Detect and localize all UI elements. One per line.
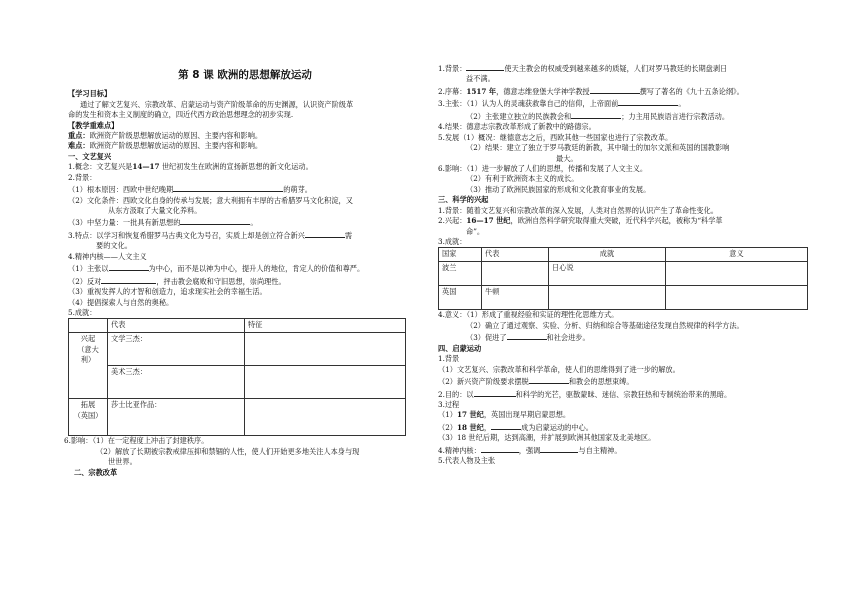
- s1-core-2: （2）反对 ，抨击教会腐败和守旧思想，崇尚理性。: [68, 276, 286, 286]
- blank-6[interactable]: [466, 62, 504, 71]
- table1-header-rep: 代表: [108, 319, 245, 333]
- r-sig-3: （3）促进了 和社会进步。: [466, 333, 590, 343]
- renaissance-table: [68, 318, 406, 436]
- r-claim-1: 3.主张：（1）认为人的灵魂获救靠自己的信仰，上帝面前 。: [438, 99, 686, 109]
- r-enl-bg-2: （2）新兴资产阶级要求摆脱 和教会的思想束缚。: [438, 377, 634, 387]
- s1-background: 2.背景：: [68, 172, 97, 182]
- r-sci-rise: 2.兴起：16—17 世纪，欧洲自然科学研究取得重大突破，近代科学兴起，被称为“科学革: [438, 216, 723, 226]
- table2-h-sig: 意义: [666, 248, 808, 262]
- table1-row-expand: 拓展 （英国）: [69, 399, 108, 436]
- goal-text: 通过了解文艺复兴、宗教改革、启蒙运动与资产阶级革命的历史渊源，认识资产阶级革: [80, 99, 354, 109]
- r-enl-proc-3: （3）18 世纪后期，达到高潮，并扩展到欧洲其他国家及北美地区。: [438, 433, 656, 443]
- r-background-b: 益不满。: [466, 74, 495, 84]
- s1-feature: 3.特点：以学习和恢复希腊罗马古典文化为号召，实质上却是创立符合新兴 需: [68, 230, 353, 240]
- section-1-heading: 一、文艺复兴: [68, 151, 112, 161]
- table2-cell-empty-3[interactable]: [549, 286, 666, 310]
- blank-12[interactable]: [474, 388, 516, 397]
- table2-cell-empty-4[interactable]: [666, 286, 808, 310]
- blank-15[interactable]: [540, 444, 578, 453]
- s1-achievement: 5.成就：: [68, 307, 97, 317]
- r-enl-bg-1: （1）文艺复兴、宗教改革和科学革命，使人们的思维得到了进一步的解放。: [438, 364, 680, 374]
- blank-8[interactable]: [618, 97, 678, 106]
- table1-cell-literature: 文学三杰：: [108, 333, 245, 366]
- section-3-heading: 三、科学的兴起: [438, 195, 489, 205]
- goal-heading: 【学习目标】: [68, 89, 112, 99]
- right-column: [438, 62, 808, 467]
- s1-concept: 1.概念：文艺复兴是14—17 世纪初发生在欧洲的宣扬新思想的新文化运动。: [68, 162, 313, 172]
- table2-cell-empty-2[interactable]: [666, 262, 808, 286]
- r-claim-2: （2）主张建立独立的民族教会和 ；力主用民族语言进行宗教活动。: [466, 111, 730, 121]
- section-4-heading: 四、启蒙运动: [438, 343, 482, 353]
- r-impact-3: （3）推动了欧洲民族国家的形成和文化教育事业的发展。: [466, 184, 651, 194]
- table1-cell-art: 美术三杰：: [108, 366, 245, 399]
- r-sig-2: （2）确立了通过观察、实验、分析、归纳和综合等基础途径发现自然规律的科学方法。: [466, 320, 744, 330]
- blank-4[interactable]: [109, 262, 149, 271]
- blank-5[interactable]: [101, 275, 156, 284]
- table1-header-feat: 特征: [245, 319, 406, 333]
- science-table: [438, 247, 808, 310]
- blank-7[interactable]: [590, 85, 640, 94]
- key-point: 重点：欧洲资产阶级思想解放运动的原因、主要内容和影响。: [68, 130, 263, 140]
- r-enl-bg: 1.背景: [438, 354, 460, 364]
- table1-cell-empty-1[interactable]: [245, 333, 406, 366]
- table2-poland: 波兰: [439, 262, 482, 286]
- key-heading: 【教学重难点】: [68, 120, 119, 130]
- table2-h-ach: 成就: [549, 248, 666, 262]
- r-prelude: 2.序幕：1517 年，德意志维登堡大学神学教授 撰写了著名的《九十五条论纲》。: [438, 86, 744, 96]
- s1-bg-2: （2）文化条件：西欧文化自身的传承与发展；意大利拥有丰厚的古希腊罗马文化积淀，又: [68, 195, 353, 205]
- blank-13[interactable]: [491, 421, 521, 430]
- r-sci-ach: 3.成就：: [438, 237, 467, 246]
- r-impact-1: 6.影响：（1）进一步解放了人们的思想，传播和发展了人文主义。: [438, 163, 648, 173]
- s1-impact-1: 6.影响：（1）在一定程度上冲击了封建秩序。: [64, 436, 209, 446]
- blank-14[interactable]: [481, 444, 519, 453]
- section-2-heading: 二、宗教改革: [74, 467, 118, 477]
- r-enl-figures: 5.代表人物及主张: [438, 456, 496, 466]
- s1-core-4: （4）提倡探索人与自然的奥秘。: [68, 297, 174, 307]
- r-result: 4.结果：德意志宗教改革形成了新教中的路德宗。: [438, 122, 596, 132]
- s1-impact-2: （2）解放了长期被宗教戒律压抑和禁锢的人性，使人们开始更多地关注人本身与现: [96, 446, 360, 456]
- left-column: [64, 0, 422, 478]
- table2-h-rep: 代表: [482, 248, 549, 262]
- hard-point: 难点：欧洲资产阶级思想解放运动的原因、主要内容和影响。: [68, 141, 263, 151]
- r-sci-rise-b: 命”。: [466, 226, 485, 236]
- r-enl-proc: 3.过程: [438, 399, 460, 409]
- r-dev-2: （2）结果：建立了独立于罗马教廷的新教，其中瑞士的加尔文派和英国的国教影响: [466, 143, 730, 153]
- r-sig-1: 4.意义：（1）形成了重视经验和实证的理性化思维方式。: [438, 310, 619, 320]
- table2-h-country: 国家: [439, 248, 482, 262]
- r-dev-1: 5.发展（1）概况：继德意志之后，西欧其他一些国家也进行了宗教改革。: [438, 132, 673, 142]
- r-dev-3: 最大。: [556, 153, 578, 163]
- table1-cell-empty-3[interactable]: [245, 399, 406, 436]
- goal-text-2: 命的发生和资本主义制度的确立，四近代西方政治思想理念的初步实现.: [68, 110, 294, 120]
- table1-cell-shakespeare: 莎士比亚作品：: [108, 399, 245, 436]
- blank-10[interactable]: [507, 331, 547, 340]
- blank-9[interactable]: [571, 110, 621, 119]
- r-sci-bg: 1.背景：随着文艺复兴和宗教改革的深入发展，人类对自然界的认识产生了革命性变化。: [438, 205, 718, 215]
- s1-feature-b: 要的文化。: [96, 241, 132, 251]
- table2-newton: 牛顿: [482, 286, 549, 310]
- blank-11[interactable]: [529, 375, 569, 384]
- s1-bg-1: （1）根本原因：西欧中世纪晚期 的萌芽。: [68, 185, 312, 195]
- s1-core-3: （3）重视发挥人的才智和创造力，追求现实社会的幸福生活。: [68, 287, 267, 297]
- r-enl-proc-2: （2）18 世纪， 成为启蒙运动的中心。: [438, 422, 593, 432]
- r-enl-proc-1: （1）17 世纪，英国出现早期启蒙思想。: [438, 410, 571, 420]
- s1-bg-2b: 从东方汲取了大量文化养料。: [108, 206, 202, 216]
- r-impact-2: （2）有利于欧洲资本主义的成长。: [466, 174, 579, 184]
- table2-heliocentric: 日心说: [549, 262, 666, 286]
- r-enl-aim: 2.目的：以 和科学的光芒，驱散蒙昧、迷信、宗教狂热和专制统治带来的黑暗。: [438, 389, 732, 399]
- page-title: 第 8 课 欧洲的思想解放运动: [178, 69, 312, 81]
- table2-england: 英国: [439, 286, 482, 310]
- blank-2[interactable]: [180, 216, 250, 225]
- r-background: 1.背景： 使天主教会的权威受到越来越多的质疑，人们对罗马教廷的长期盘剥日: [438, 64, 728, 73]
- s1-core-1: （1）主张以 为中心，而不是以神为中心，提升人的地位，肯定人的价值和尊严。: [68, 264, 365, 274]
- table1-row-rise: 兴起 （意大利）: [69, 333, 108, 399]
- s1-impact-3: 世世界。: [108, 457, 137, 467]
- table1-cell-empty-2[interactable]: [245, 366, 406, 399]
- s1-bg-3: （3）中坚力量：一批具有新思想的 。: [68, 218, 258, 228]
- table1-corner: [69, 319, 108, 333]
- s1-core: 4.精神内核——人文主义: [68, 251, 147, 261]
- table2-cell-empty-1[interactable]: [482, 262, 549, 286]
- r-enl-core: 4.精神内核： ，强调 与自主精神。: [438, 445, 622, 455]
- blank-3[interactable]: [305, 229, 345, 238]
- blank-1[interactable]: [173, 183, 283, 192]
